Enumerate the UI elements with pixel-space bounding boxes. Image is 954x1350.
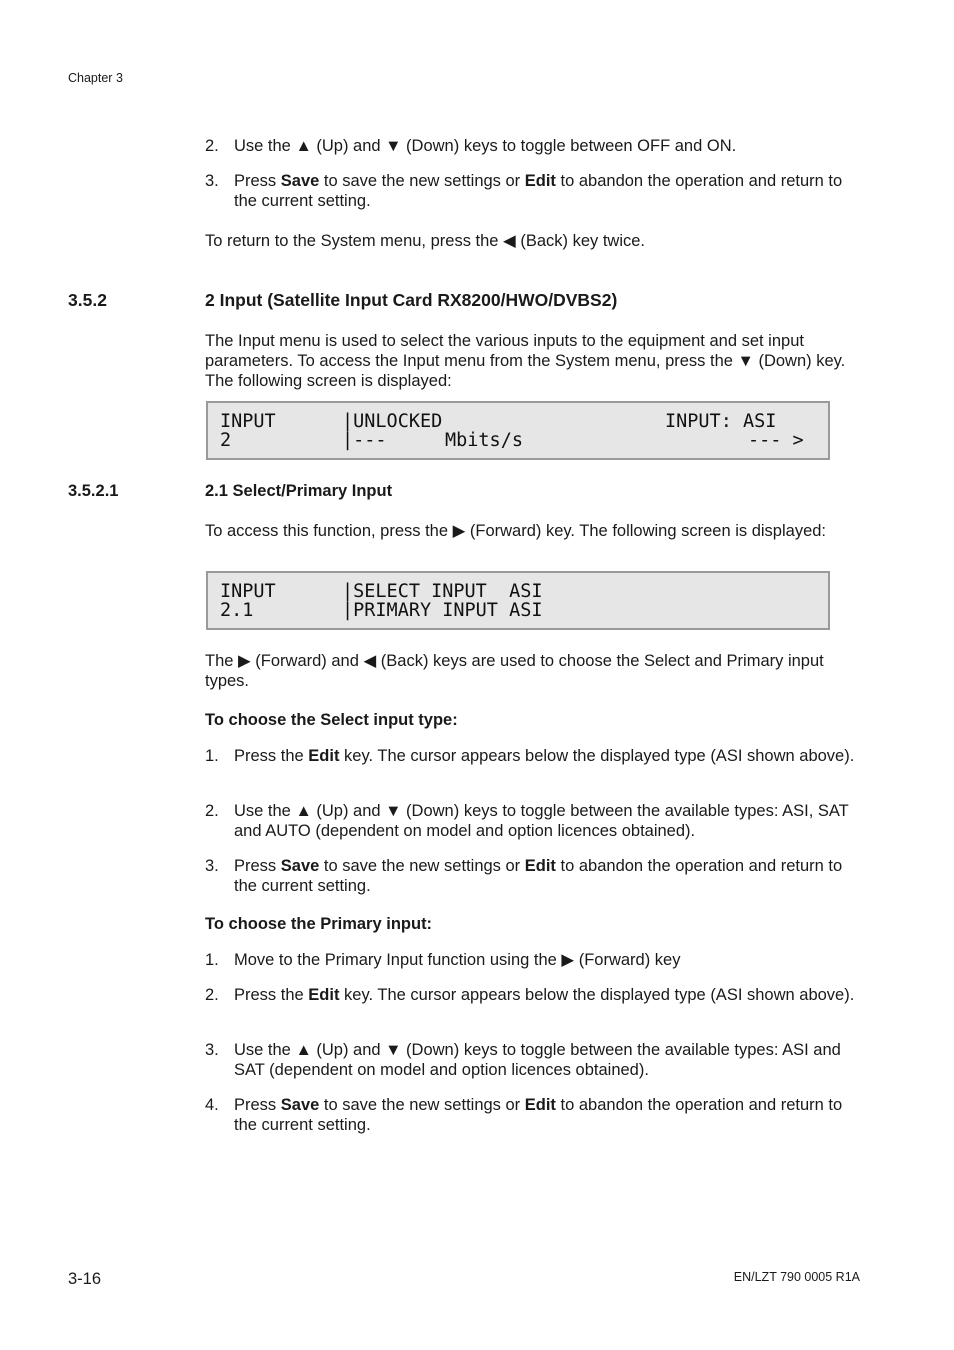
- list-text: Use the ▲ (Up) and ▼ (Down) keys to toggle between the available types: ASI, SAT and AUTO (dependent on model and option licences obtained).: [234, 802, 849, 840]
- section-intro: The Input menu is used to select the various inputs to the equipment and set input parameters. To access the Input menu from the System menu, press the ▼ (Down) key. The following screen is displayed:: [205, 332, 846, 390]
- lcd-text: |UNLOCKED: [342, 411, 443, 432]
- list-number: 1.: [205, 747, 219, 765]
- keys-note: The ▶ (Forward) and ◀ (Back) keys are used to choose the Select and Primary input types.: [205, 652, 824, 690]
- subsection-number: 3.5.2.1: [68, 482, 119, 500]
- list-number: 2.: [205, 802, 219, 820]
- list-item: [205, 171, 860, 211]
- list-item: [205, 985, 860, 1005]
- lcd-text: |SELECT INPUT ASI: [342, 581, 543, 602]
- list-text: Press Save to save the new settings or Edit to abandon the operation and return to the current setting.: [234, 1096, 843, 1134]
- list-text: Use the ▲ (Up) and ▼ (Down) keys to toggle between the available types: ASI and SAT (dependent on model and option licences obtained).: [234, 1041, 841, 1079]
- lcd-text: 2.1: [220, 600, 254, 621]
- section-title: 2 Input (Satellite Input Card RX8200/HWO/DVBS2): [205, 290, 618, 310]
- lcd-text: INPUT: [220, 411, 276, 432]
- primary-heading: To choose the Primary input:: [205, 915, 433, 933]
- lcd-text: |PRIMARY INPUT ASI: [342, 600, 543, 621]
- page-number: 3-16: [68, 1270, 102, 1288]
- lcd-text: |---: [342, 430, 387, 451]
- list-item: [205, 801, 860, 841]
- list-text: Move to the Primary Input function using the ▶ (Forward) key: [234, 951, 681, 969]
- list-text: Press the Edit key. The cursor appears below the displayed type (ASI shown above).: [234, 747, 855, 765]
- lcd-text: --- >: [748, 430, 804, 451]
- lcd-screen-select-primary: [206, 571, 830, 630]
- list-text: Press Save to save the new settings or Edit to abandon the operation and return to the current setting.: [234, 857, 843, 895]
- list-item: [205, 746, 860, 766]
- list-number: 4.: [205, 1096, 219, 1114]
- list-item: [205, 950, 860, 970]
- list-number: 3.: [205, 1041, 219, 1059]
- list-number: 3.: [205, 857, 219, 875]
- list-number: 2.: [205, 137, 219, 155]
- list-item: [205, 136, 860, 156]
- list-number: 2.: [205, 986, 219, 1004]
- lcd-text: 2: [220, 430, 232, 451]
- lcd-screen-input: [206, 401, 830, 460]
- subsection-intro: To access this function, press the ▶ (Forward) key. The following screen is displayed:: [205, 522, 827, 540]
- list-number: 3.: [205, 172, 219, 190]
- list-text: Press the Edit key. The cursor appears below the displayed type (ASI shown above).: [234, 986, 855, 1004]
- section-number: 3.5.2: [68, 290, 107, 310]
- list-number: 1.: [205, 951, 219, 969]
- list-text: Press Save to save the new settings or Edit to abandon the operation and return to the current setting.: [234, 172, 843, 210]
- list-text: Use the ▲ (Up) and ▼ (Down) keys to toggle between OFF and ON.: [234, 137, 737, 155]
- lcd-text: INPUT: [220, 581, 276, 602]
- subsection-title: 2.1 Select/Primary Input: [205, 482, 393, 500]
- lcd-text: INPUT: ASI: [665, 411, 777, 432]
- list-item: [205, 1040, 860, 1080]
- lcd-text: Mbits/s: [445, 430, 523, 451]
- select-heading: To choose the Select input type:: [205, 711, 458, 729]
- list-item: [205, 856, 860, 896]
- document-id: EN/LZT 790 0005 R1A: [733, 1270, 860, 1284]
- running-header: Chapter 3: [68, 71, 123, 85]
- return-note: To return to the System menu, press the ◀ (Back) key twice.: [205, 232, 646, 250]
- list-item: [205, 1095, 860, 1135]
